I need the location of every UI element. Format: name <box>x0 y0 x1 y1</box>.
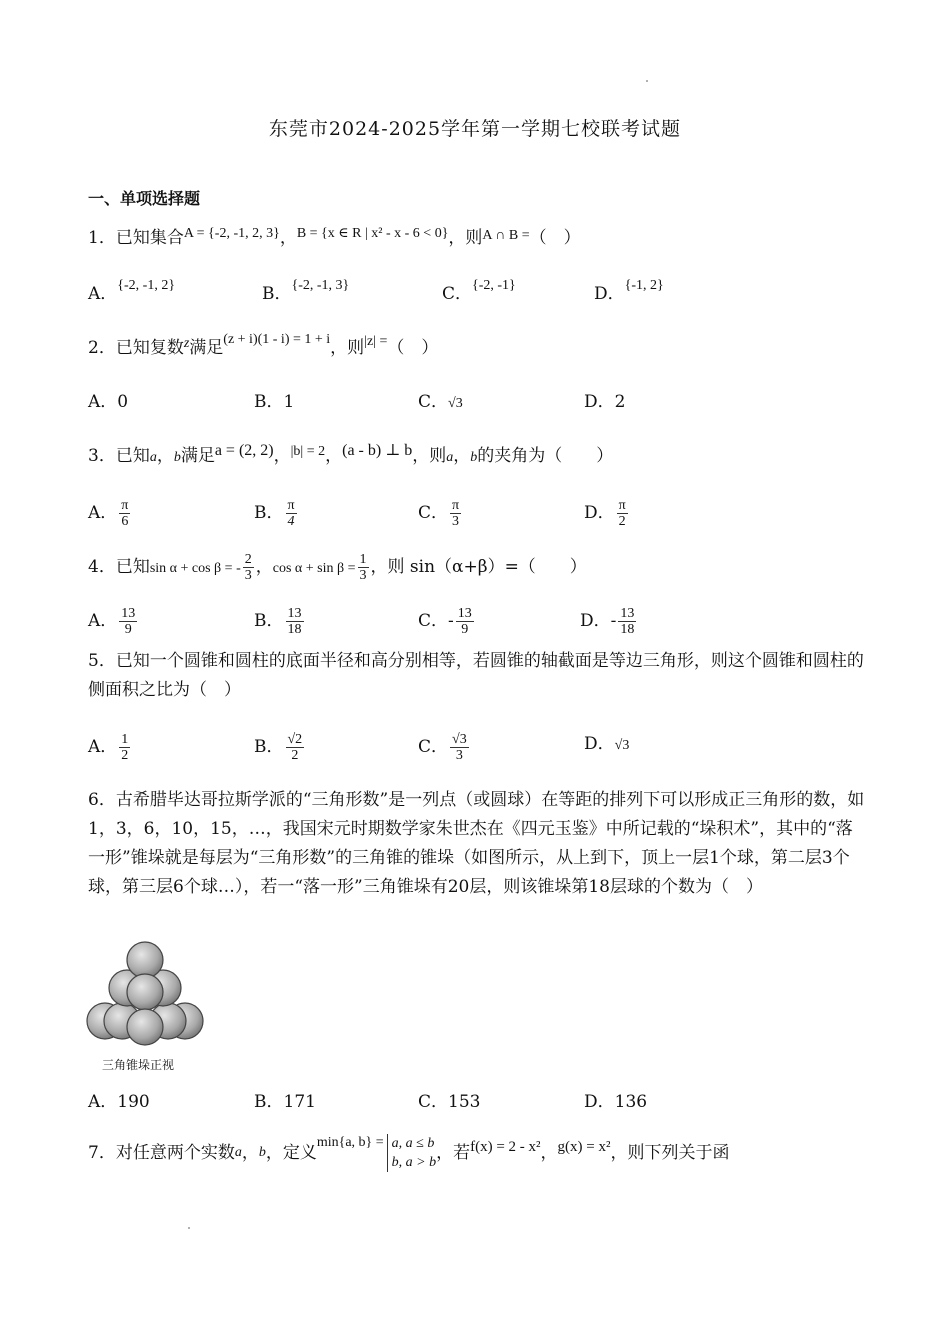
q1-stem: 1．已知集合 <box>88 228 184 248</box>
q3-stem: 3．已知 <box>88 446 150 466</box>
q1-mid: ，则 <box>448 228 483 248</box>
q6-option-d[interactable]: D．136 <box>584 1092 648 1112</box>
exam-title: 东莞市2024-2025学年第一学期七校联考试题 <box>268 118 682 140</box>
q7-stem: 7．对任意两个实数 <box>88 1143 235 1163</box>
q1-expr: A ∩ B = <box>482 228 530 243</box>
q4-option-d[interactable]: D．- $\frac{13}{18}$ <box>580 606 635 637</box>
q2-abs: |z| = <box>364 334 388 349</box>
figure-caption: 三角锥垛正视 <box>102 1058 175 1072</box>
q2-var: z <box>183 336 190 351</box>
question-5: 5．已知一个圆锥和圆柱的底面半径和高分别相等，若圆锥的轴截面是等边三角形，则这个圆锥和圆柱的侧面积之比为（ ） <box>88 651 864 700</box>
q4-stem: 4．已知 <box>88 557 150 577</box>
q5-option-a[interactable]: A． $\frac{1}{2}$ <box>88 732 129 763</box>
q2-option-d[interactable]: D．2 <box>584 392 626 412</box>
q7-tail: ，则下列关于函 <box>610 1143 730 1163</box>
q3-mid2: ，则 <box>412 446 447 466</box>
question-4 <box>88 552 587 583</box>
q1-option-c[interactable]: C．$^{\{-2, -1\}}$ <box>442 278 516 304</box>
q3-a2: a <box>446 450 454 465</box>
q5-option-d[interactable]: D．√3 <box>584 734 630 754</box>
ball <box>127 1009 163 1045</box>
question-7 <box>88 1128 730 1178</box>
q2-option-b[interactable]: B．1 <box>254 392 295 412</box>
ball-pile-figure <box>84 940 210 1076</box>
q1-option-b[interactable]: B．$^{\{-2, -1, 3\}}$ <box>262 278 350 304</box>
q3-eq3: (a - b) ⊥ b <box>342 442 413 459</box>
ball <box>127 974 163 1010</box>
q4-d2: 3 <box>359 568 367 583</box>
q3-mid: 满足 <box>180 446 215 466</box>
q7-f: f(x) = 2 - x² <box>470 1139 541 1155</box>
scan-dot <box>646 80 648 82</box>
q1-set-a: A = {-2, -1, 2, 3} <box>183 226 280 241</box>
q6-option-c[interactable]: C．153 <box>418 1092 481 1112</box>
q4-d1: 3 <box>244 568 252 583</box>
q4-sep: ， <box>255 557 273 577</box>
q3-a: a <box>149 450 157 465</box>
q2-tail: （ ） <box>387 338 439 358</box>
q3-comma: ， <box>156 446 174 466</box>
question-6: 6．古希腊毕达哥拉斯学派的“三角形数”是一列点（或圆球）在等距的排列下可以形成正三角形的数，如1，3，6，10，15，…，我国宋元时期数学家朱世杰在《四元玉鉴》中所记载的“垛积术”，其中的“落一形”锥垛就是每层为“三角形数”的三角锥的锥垛（如图所示，从上到下，顶上一层1个球，第二层3个球，第三层6个球…），若一“落一形”三角锥垛有20层，则该锥垛第18层球的个数为（ ） <box>88 790 865 897</box>
q3-eq1: a = (2, 2) <box>214 442 274 459</box>
q1-tail: （ ） <box>529 228 581 248</box>
q7-piecewise <box>387 1134 436 1172</box>
q7-sep: ， <box>540 1143 558 1163</box>
q3-b2: b <box>470 450 478 465</box>
q7-case1: a, a ≤ b <box>391 1136 435 1151</box>
q7-min-label: min{a, b} = <box>316 1135 384 1150</box>
q3-option-b[interactable]: B． $\frac{\pi}{4}$ <box>254 498 295 529</box>
q7-g: g(x) = x² <box>557 1139 611 1155</box>
q4-n1: 2 <box>244 552 252 567</box>
q7-a: a <box>234 1145 242 1160</box>
q3-option-a[interactable]: A． $\frac{\pi}{6}$ <box>88 498 129 529</box>
q1-option-a[interactable]: A．$^{\{-2, -1, 2\}}$ <box>88 278 176 304</box>
q4-option-a[interactable]: A． $\frac{13}{9}$ <box>88 606 136 637</box>
q4-option-b[interactable]: B． $\frac{13}{18}$ <box>254 606 302 637</box>
ball-pile-icon <box>84 940 210 1052</box>
q5-option-c[interactable]: C． $\frac{√3}{3}$ <box>418 732 467 763</box>
q6-option-b[interactable]: B．171 <box>254 1092 316 1112</box>
q7-mid2: ，若 <box>436 1143 471 1163</box>
q3-b: b <box>173 450 181 465</box>
q7-mid: ，定义 <box>265 1143 317 1163</box>
q3-tail: 的夹角为（ ） <box>477 446 614 466</box>
q3-comma2: ， <box>453 446 471 466</box>
q2-mid: 满足 <box>189 338 224 358</box>
ball <box>127 942 163 978</box>
q3-eq2: |b| = 2 <box>290 444 326 459</box>
q2-equation: (z + i)(1 - i) = 1 + i <box>223 332 331 347</box>
q6-option-a[interactable]: A．190 <box>88 1092 150 1112</box>
q7-b: b <box>258 1145 266 1160</box>
q7-case2: b, a > b <box>391 1155 437 1170</box>
q2-mid2: ，则 <box>330 338 365 358</box>
question-2 <box>88 332 439 362</box>
q2-stem: 2．已知复数 <box>88 338 184 358</box>
question-1 <box>88 226 581 252</box>
q3-option-c[interactable]: C． $\frac{\pi}{3}$ <box>418 498 460 529</box>
q2-option-a[interactable]: A．0 <box>88 392 129 412</box>
q3-sep2: ， <box>325 446 343 466</box>
q3-option-d[interactable]: D． $\frac{\pi}{2}$ <box>584 498 626 529</box>
q4-option-c[interactable]: C．- $\frac{13}{9}$ <box>418 606 472 637</box>
q3-sep1: ， <box>273 446 291 466</box>
q1-set-b: B = {x ∈ R | x² - x - 6 < 0} <box>296 226 449 241</box>
q2-option-c[interactable]: C．√3 <box>418 392 463 412</box>
q4-lhs2: cos α + sin β = <box>272 561 356 576</box>
q4-lhs1: sin α + cos β = - <box>149 561 241 576</box>
q1-sep: ， <box>279 228 297 248</box>
q1-option-d[interactable]: D．$^{\{-1, 2\}}$ <box>594 278 664 304</box>
q5-option-b[interactable]: B． $\frac{√2}{2}$ <box>254 732 303 763</box>
q7-comma: ， <box>241 1143 259 1163</box>
question-3 <box>88 444 613 470</box>
q4-n2: 1 <box>359 552 367 567</box>
q4-tail: ，则 sin（α+β）=（ ） <box>370 557 587 577</box>
scan-dot <box>188 1227 190 1229</box>
section-heading: 一、单项选择题 <box>88 189 201 208</box>
